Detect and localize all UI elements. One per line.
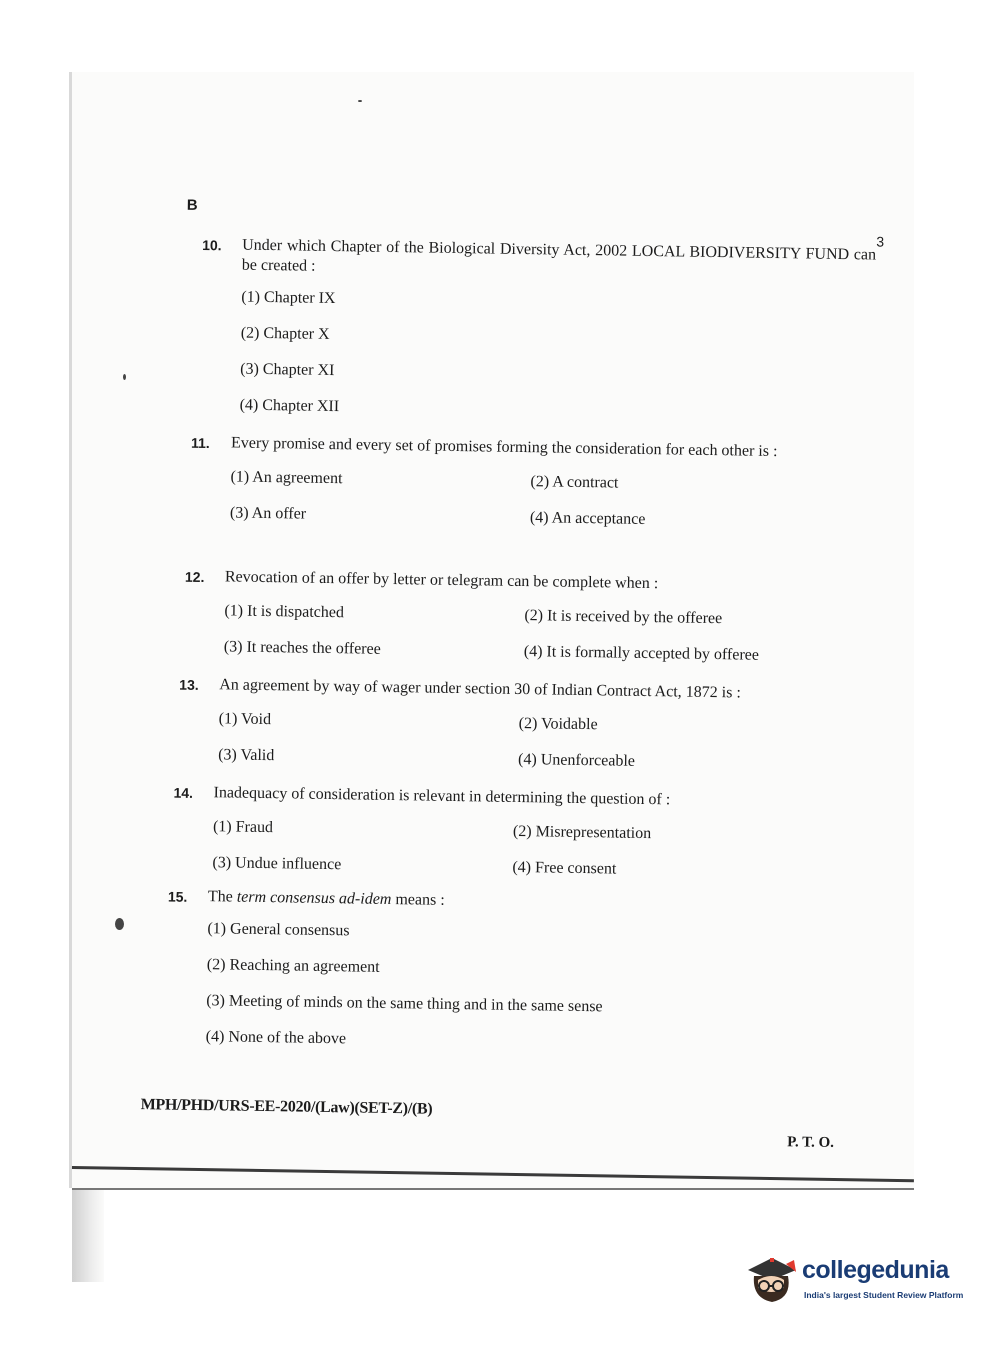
options bbox=[218, 705, 869, 785]
options bbox=[212, 813, 863, 893]
option-1: (1) General consensus bbox=[207, 920, 350, 940]
question-11 bbox=[190, 433, 865, 543]
mascot-icon bbox=[742, 1250, 800, 1308]
option-3: (3) Meeting of minds on the same thing and in the same sense bbox=[206, 992, 603, 1016]
options bbox=[230, 463, 865, 543]
option-1: (1) Fraud bbox=[212, 818, 274, 837]
options bbox=[224, 597, 875, 677]
scan-speck bbox=[358, 100, 362, 102]
scan-speck bbox=[115, 918, 124, 930]
question-13 bbox=[179, 675, 869, 785]
option-2: (2) A contract bbox=[530, 473, 619, 492]
question-text: An agreement by way of wager under section 30 of Indian Contract Act, 1872 is : bbox=[219, 676, 741, 702]
question-number: 15. bbox=[167, 888, 188, 905]
question-15 bbox=[167, 887, 858, 1077]
option-2: (2) Reaching an agreement bbox=[206, 956, 380, 976]
scan-speck bbox=[123, 374, 126, 380]
question-number: 10. bbox=[202, 236, 222, 254]
page-number: 3 bbox=[876, 233, 885, 250]
option-4: (4) None of the above bbox=[205, 1028, 347, 1048]
option-2: (2) Misrepresentation bbox=[512, 822, 652, 843]
option-1: (1) Chapter IX bbox=[241, 288, 336, 308]
option-3: (3) Chapter XI bbox=[240, 360, 335, 380]
question-text-italic: term consensus ad-idem bbox=[236, 888, 392, 909]
option-4: (4) An acceptance bbox=[529, 509, 646, 528]
options bbox=[205, 917, 857, 1077]
option-4: (4) Free consent bbox=[512, 858, 617, 878]
question-number: 11. bbox=[190, 434, 210, 452]
option-4: (4) Unenforceable bbox=[517, 750, 636, 770]
question-text-start: The bbox=[207, 888, 237, 906]
please-turn-over: P. T. O. bbox=[787, 1134, 835, 1151]
logo-name: collegedunia bbox=[802, 1256, 949, 1284]
question-14 bbox=[173, 783, 863, 893]
option-3: (3) Undue influence bbox=[212, 854, 342, 874]
option-4: (4) Chapter XII bbox=[239, 396, 340, 416]
question-number: 12. bbox=[184, 568, 205, 586]
options bbox=[239, 286, 875, 436]
option-2: (2) It is received by the offeree bbox=[524, 607, 723, 628]
paper-code: MPH/PHD/URS-EE-2020/(Law)(SET-Z)/(B) bbox=[140, 1096, 433, 1118]
set-letter: B bbox=[186, 196, 198, 214]
question-number: 14. bbox=[173, 784, 194, 801]
collegedunia-logo bbox=[742, 1250, 972, 1310]
question-text: Inadequacy of consideration is relevant in determining the question of : bbox=[213, 784, 671, 809]
question-text: Under which Chapter of the Biological Diversity Act, 2002 LOCAL BIODIVERSITY FUND can be created : bbox=[241, 236, 877, 275]
option-1: (1) Void bbox=[218, 710, 272, 729]
option-2: (2) Voidable bbox=[518, 714, 598, 734]
question-12 bbox=[184, 567, 875, 677]
question-text: Every promise and every set of promises forming the consideration for each other is : bbox=[230, 434, 778, 461]
option-4: (4) It is formally accepted by offeree bbox=[523, 643, 760, 664]
option-3: (3) Valid bbox=[218, 746, 275, 765]
question-text-end: means : bbox=[391, 891, 445, 909]
option-1: (1) An agreement bbox=[230, 468, 343, 488]
option-2: (2) Chapter X bbox=[240, 324, 330, 343]
option-1: (1) It is dispatched bbox=[224, 602, 345, 622]
option-3: (3) It reaches the offeree bbox=[223, 638, 381, 658]
logo-tagline: India's largest Student Review Platform bbox=[804, 1290, 964, 1300]
question-number: 13. bbox=[179, 676, 199, 693]
question-text: Revocation of an offer by letter or telegram can be complete when : bbox=[224, 568, 659, 593]
option-3: (3) An offer bbox=[229, 504, 307, 523]
question-10 bbox=[202, 236, 877, 436]
